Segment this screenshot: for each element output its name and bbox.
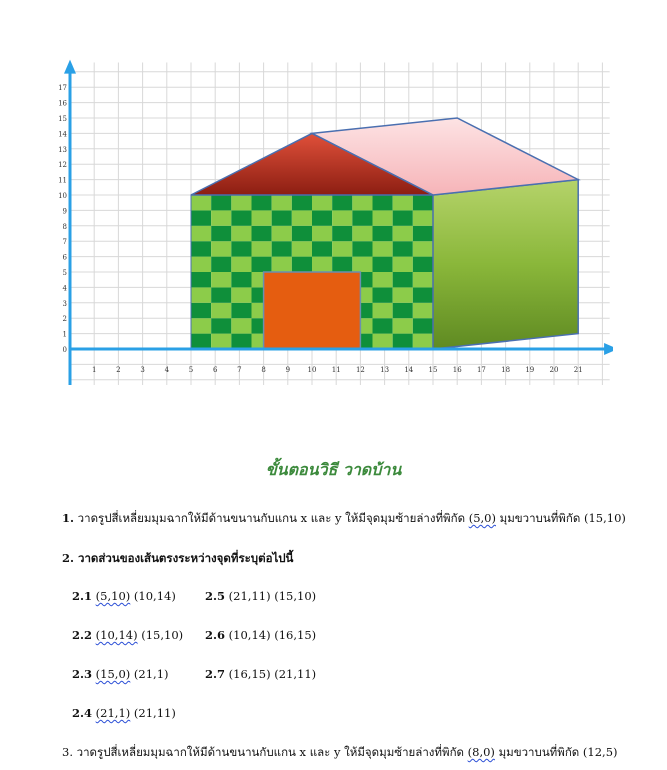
y-tick-label: 2 xyxy=(62,315,67,324)
section-title: ขั้นตอนวิธี วาดบ้าน xyxy=(265,460,402,479)
checker-tile xyxy=(211,257,231,272)
checker-tile xyxy=(413,195,433,210)
checker-tile xyxy=(373,287,393,302)
substep-number: 2.1 xyxy=(72,589,93,603)
checker-tile xyxy=(231,257,251,272)
x-tick-label: 7 xyxy=(237,366,242,374)
y-tick-label: 9 xyxy=(62,207,67,216)
substep-2-2 xyxy=(72,628,183,642)
checker-tile xyxy=(252,241,272,256)
checker-tile xyxy=(413,272,433,287)
substep-2-3 xyxy=(72,667,169,681)
checker-tile xyxy=(292,195,312,210)
checker-tile xyxy=(393,241,413,256)
step-3-text-b: มุมขวาบนที่พิกัด (12,5) xyxy=(494,745,618,759)
x-axis-arrow xyxy=(604,343,613,355)
x-tick-label: 17 xyxy=(476,366,486,374)
substep-point-a: (10,14) xyxy=(228,628,271,642)
x-tick-label: 11 xyxy=(331,366,341,374)
x-tick-label: 14 xyxy=(404,366,414,374)
checker-tile xyxy=(292,257,312,272)
checker-tile xyxy=(393,318,413,333)
checker-tile xyxy=(393,210,413,225)
checker-tile xyxy=(272,257,292,272)
checker-tile xyxy=(373,195,393,210)
checker-tile xyxy=(191,226,211,241)
checker-tile xyxy=(393,257,413,272)
x-tick-label: 18 xyxy=(501,366,511,374)
substep-2-7 xyxy=(205,667,316,681)
checker-tile xyxy=(373,210,393,225)
checker-tile xyxy=(393,287,413,302)
y-tick-label: 3 xyxy=(62,299,67,308)
checker-tile xyxy=(373,257,393,272)
checker-tile xyxy=(332,257,352,272)
y-tick-label: 11 xyxy=(58,176,67,185)
step-3-coord: (8,0) xyxy=(467,745,495,759)
x-tick-label: 10 xyxy=(307,366,317,374)
checker-tile xyxy=(413,303,433,318)
checker-tile xyxy=(252,257,272,272)
checker-tile xyxy=(231,318,251,333)
checker-tile xyxy=(252,210,272,225)
house-coordinate-figure xyxy=(58,40,613,390)
checker-tile xyxy=(393,226,413,241)
substep-point-a: (10,14) xyxy=(95,628,138,642)
substep-2-5 xyxy=(205,589,316,603)
substep-point-b: (15,10) xyxy=(137,628,184,642)
substep-point-a: (21,11) xyxy=(228,589,271,603)
checker-tile xyxy=(272,210,292,225)
x-tick-label: 8 xyxy=(261,366,266,374)
checker-tile xyxy=(211,226,231,241)
step-1 xyxy=(62,510,626,528)
checker-tile xyxy=(393,334,413,349)
x-tick-label: 21 xyxy=(573,366,583,374)
checker-tile xyxy=(191,287,211,302)
checker-tile xyxy=(413,226,433,241)
checker-tile xyxy=(312,195,332,210)
checker-tile xyxy=(252,195,272,210)
substep-number: 2.3 xyxy=(72,667,93,681)
checker-tile xyxy=(231,241,251,256)
substep-point-b: (21,1) xyxy=(130,667,169,681)
checker-tile xyxy=(211,303,231,318)
substep-point-a: (5,10) xyxy=(95,589,131,603)
step-3 xyxy=(62,744,618,762)
substep-number: 2.7 xyxy=(205,667,226,681)
x-tick-label: 19 xyxy=(525,366,535,374)
substep-2-1 xyxy=(72,589,176,603)
checker-tile xyxy=(231,226,251,241)
checker-tile xyxy=(191,210,211,225)
x-tick-label: 20 xyxy=(549,366,559,374)
y-tick-label: 15 xyxy=(58,115,67,123)
x-tick-label: 9 xyxy=(285,366,291,374)
x-tick-label: 5 xyxy=(188,366,194,374)
substep-point-b: (21,11) xyxy=(130,706,176,720)
y-tick-label: 6 xyxy=(62,253,67,262)
checker-tile xyxy=(191,257,211,272)
y-tick-label: 7 xyxy=(62,238,67,247)
checker-tile xyxy=(292,210,312,225)
x-tick-label: 16 xyxy=(452,366,462,374)
y-tick-label: 4 xyxy=(62,284,67,293)
y-tick-label: 13 xyxy=(58,145,67,154)
y-axis-arrow xyxy=(64,60,76,74)
checker-tile xyxy=(231,272,251,287)
checker-tile xyxy=(231,210,251,225)
y-tick-label: 16 xyxy=(58,99,67,108)
checker-tile xyxy=(373,226,393,241)
checker-tile xyxy=(352,226,372,241)
y-tick-label: 17 xyxy=(58,84,67,93)
checker-tile xyxy=(211,334,231,349)
checker-tile xyxy=(211,318,231,333)
checker-tile xyxy=(292,241,312,256)
step-1-text-a: วาดรูปสี่เหลี่ยมมุมฉากให้มีด้านขนานกับแกน x และ y ให้มีจุดมุมซ้ายล่างที่พิกัด xyxy=(74,511,469,525)
checker-tile xyxy=(312,210,332,225)
checker-tile xyxy=(413,257,433,272)
substep-number: 2.6 xyxy=(205,628,226,642)
step-1-number: 1. xyxy=(62,511,75,525)
checker-tile xyxy=(312,226,332,241)
x-tick-label: 3 xyxy=(140,366,145,374)
checker-tile xyxy=(211,195,231,210)
checker-tile xyxy=(373,318,393,333)
checker-tile xyxy=(211,272,231,287)
checker-tile xyxy=(211,241,231,256)
substep-number: 2.2 xyxy=(72,628,93,642)
y-tick-label: 8 xyxy=(62,222,67,231)
x-tick-label: 15 xyxy=(428,366,438,374)
checker-tile xyxy=(231,334,251,349)
checker-tile xyxy=(191,334,211,349)
checker-tile xyxy=(332,226,352,241)
checker-tile xyxy=(413,318,433,333)
step-2-number: 2. xyxy=(62,551,75,565)
house-figure-svg xyxy=(58,40,613,390)
checker-tile xyxy=(211,287,231,302)
x-tick-label: 2 xyxy=(116,366,121,374)
substep-2-4 xyxy=(72,706,176,720)
checker-tile xyxy=(352,257,372,272)
checker-tile xyxy=(211,210,231,225)
step-2-text: วาดส่วนของเส้นตรงระหว่างจุดที่ระบุต่อไปนี้ xyxy=(74,551,294,565)
checker-tile xyxy=(272,241,292,256)
substep-point-b: (15,10) xyxy=(270,589,317,603)
substep-point-b: (10,14) xyxy=(130,589,176,603)
checker-tile xyxy=(413,210,433,225)
substep-point-b: (16,15) xyxy=(270,628,317,642)
checker-tile xyxy=(373,241,393,256)
checker-tile xyxy=(332,210,352,225)
checker-tile xyxy=(252,226,272,241)
checker-tile xyxy=(332,195,352,210)
checker-tile xyxy=(191,272,211,287)
checker-tile xyxy=(352,195,372,210)
y-tick-label: 10 xyxy=(58,192,67,200)
checker-tile xyxy=(373,272,393,287)
checker-tile xyxy=(393,195,413,210)
checker-tile xyxy=(393,303,413,318)
x-tick-label: 4 xyxy=(164,366,170,374)
substep-point-a: (21,1) xyxy=(95,706,131,720)
door xyxy=(264,272,361,349)
checker-tile xyxy=(191,303,211,318)
step-2 xyxy=(62,550,293,568)
checker-tile xyxy=(332,241,352,256)
checker-tile xyxy=(312,241,332,256)
checker-tile xyxy=(292,226,312,241)
checker-tile xyxy=(373,303,393,318)
y-tick-label: 0 xyxy=(62,346,67,354)
x-tick-label: 13 xyxy=(380,366,390,374)
checker-tile xyxy=(352,210,372,225)
checker-tile xyxy=(231,195,251,210)
y-tick-label: 5 xyxy=(62,269,67,277)
y-tick-label: 14 xyxy=(58,130,67,139)
x-tick-label: 12 xyxy=(355,366,365,374)
x-tick-label: 1 xyxy=(91,366,97,374)
side-wall xyxy=(433,180,578,349)
substep-point-a: (16,15) xyxy=(228,667,271,681)
checker-tile xyxy=(373,334,393,349)
substep-number: 2.4 xyxy=(72,706,93,720)
step-1-coord: (5,0) xyxy=(468,511,496,525)
step-1-text-b: มุมขวาบนที่พิกัด (15,10) xyxy=(495,511,626,525)
step-3-text-a: 3. วาดรูปสี่เหลี่ยมมุมฉากให้มีด้านขนานกับแกน x และ y ให้มีจุดมุมซ้ายล่างที่พิกัด xyxy=(62,745,468,759)
checker-tile xyxy=(191,241,211,256)
checker-tile xyxy=(413,334,433,349)
checker-tile xyxy=(231,287,251,302)
x-tick-label: 6 xyxy=(212,366,218,374)
checker-tile xyxy=(413,241,433,256)
y-tick-label: 12 xyxy=(58,161,67,170)
checker-tile xyxy=(231,303,251,318)
checker-tile xyxy=(352,241,372,256)
y-tick-label: 1 xyxy=(62,330,67,339)
checker-tile xyxy=(312,257,332,272)
checker-tile xyxy=(272,195,292,210)
substep-number: 2.5 xyxy=(205,589,226,603)
checker-tile xyxy=(393,272,413,287)
substep-point-a: (15,0) xyxy=(95,667,131,681)
checker-tile xyxy=(191,318,211,333)
substep-point-b: (21,11) xyxy=(270,667,317,681)
checker-tile xyxy=(191,195,211,210)
checker-tile xyxy=(413,287,433,302)
substep-2-6 xyxy=(205,628,316,642)
checker-tile xyxy=(272,226,292,241)
